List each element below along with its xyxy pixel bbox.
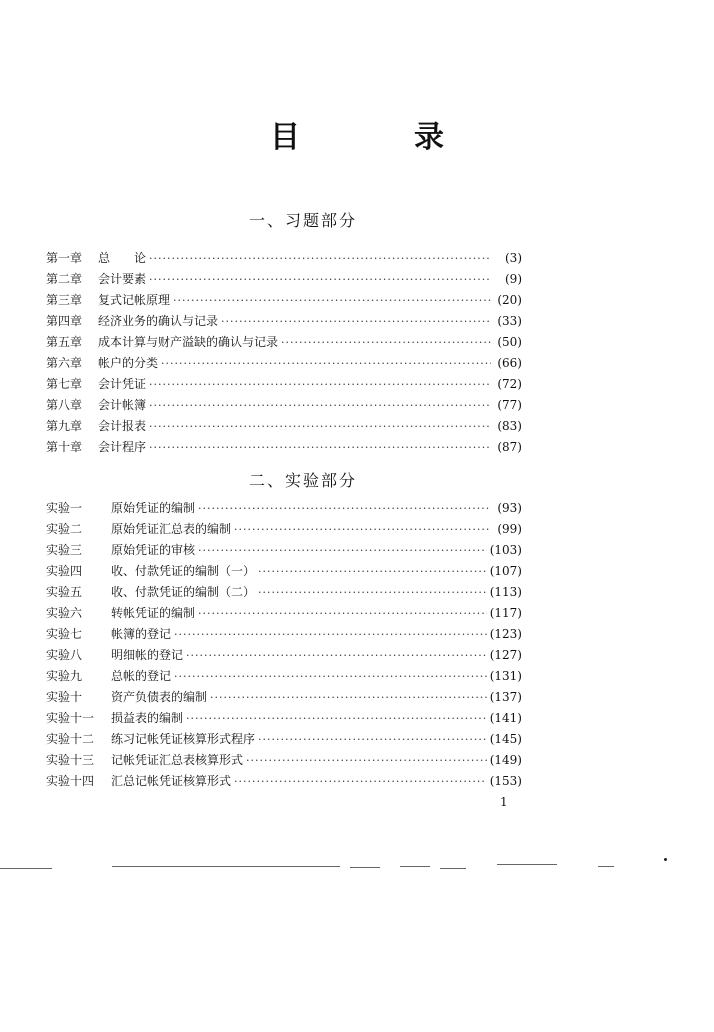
- toc-entry[interactable]: [46, 499, 522, 520]
- toc-entry-title: 复式记帐原理: [98, 293, 171, 307]
- toc-entry-number: 实验七: [46, 627, 83, 641]
- section-heading-exercises: 一、习题部分: [248, 211, 357, 230]
- toc-entry[interactable]: [46, 249, 522, 270]
- scan-line: [440, 868, 466, 869]
- toc-entry-title: 明细帐的登记: [111, 648, 184, 662]
- toc-entry-title: 资产负债表的编制: [111, 690, 208, 704]
- toc-entry[interactable]: [46, 583, 522, 604]
- toc-entry[interactable]: [46, 333, 522, 354]
- dot-leader: [161, 357, 491, 370]
- dot-leader: [198, 607, 487, 620]
- toc-entry-title: 原始凭证的编制: [111, 501, 196, 515]
- dot-leader: [281, 336, 491, 349]
- toc-entry-page: (117): [489, 606, 522, 620]
- toc-entry-number: 第五章: [46, 335, 83, 349]
- dot-leader: [149, 273, 491, 286]
- toc-entry[interactable]: [46, 667, 522, 688]
- toc-entry-page: (99): [497, 522, 522, 536]
- toc-entry-number: 第三章: [46, 293, 83, 307]
- toc-entry-title: 收、付款凭证的编制（一）: [111, 564, 256, 578]
- toc-entry[interactable]: [46, 396, 522, 417]
- dot-leader: [234, 523, 491, 536]
- toc-entry-number: 实验九: [46, 669, 83, 683]
- dot-leader: [186, 712, 487, 725]
- dot-leader: [198, 502, 491, 515]
- dot-leader: [234, 775, 487, 788]
- toc-entry[interactable]: [46, 688, 522, 709]
- toc-entry-number: 第九章: [46, 419, 83, 433]
- toc-entry-title: 原始凭证汇总表的编制: [111, 522, 232, 536]
- toc-entry-number: 第四章: [46, 314, 83, 328]
- toc-entry[interactable]: [46, 709, 522, 730]
- toc-entry[interactable]: [46, 375, 522, 396]
- toc-entry-page: (149): [489, 753, 522, 767]
- toc-entry-page: (87): [497, 440, 522, 454]
- toc-entry-number: 实验五: [46, 585, 83, 599]
- toc-entry-page: (145): [489, 732, 522, 746]
- toc-list-exercises: [46, 249, 522, 459]
- toc-entry-title: 成本计算与财产溢缺的确认与记录: [98, 335, 279, 349]
- dot-leader: [198, 544, 487, 557]
- toc-entry-title: 收、付款凭证的编制（二）: [111, 585, 256, 599]
- toc-entry-number: 实验十二: [46, 732, 95, 746]
- dot-leader: [149, 399, 491, 412]
- toc-entry-title: 转帐凭证的编制: [111, 606, 196, 620]
- toc-entry-number: 实验十四: [46, 774, 95, 788]
- toc-entry-title: 总帐的登记: [111, 669, 172, 683]
- toc-entry-page: (77): [497, 398, 522, 412]
- toc-entry[interactable]: [46, 646, 522, 667]
- scan-dot: [664, 858, 667, 861]
- toc-entry-number: 第七章: [46, 377, 83, 391]
- toc-entry-number: 实验一: [46, 501, 83, 515]
- toc-entry[interactable]: [46, 291, 522, 312]
- toc-entry-number: 第二章: [46, 272, 83, 286]
- toc-entry-number: 实验十一: [46, 711, 95, 725]
- dot-leader: [221, 315, 491, 328]
- toc-entry-title: 汇总记帐凭证核算形式: [111, 774, 232, 788]
- toc-entry[interactable]: [46, 730, 522, 751]
- toc-entry-number: 实验十: [46, 690, 83, 704]
- toc-entry[interactable]: [46, 541, 522, 562]
- toc-entry[interactable]: [46, 751, 522, 772]
- toc-entry-page: (103): [489, 543, 522, 557]
- page-title: 目 录: [270, 120, 486, 155]
- scan-line: [112, 866, 340, 867]
- toc-entry-page: (141): [489, 711, 522, 725]
- toc-entry-page: (93): [497, 501, 522, 515]
- toc-entry-title: 总 论: [98, 251, 147, 265]
- dot-leader: [246, 754, 487, 767]
- toc-entry-page: (9): [505, 272, 522, 286]
- toc-entry-title: 损益表的编制: [111, 711, 184, 725]
- toc-entry[interactable]: [46, 772, 522, 793]
- toc-entry[interactable]: [46, 625, 522, 646]
- toc-entry-title: 会计程序: [98, 440, 147, 454]
- toc-entry[interactable]: [46, 562, 522, 583]
- dot-leader: [186, 649, 487, 662]
- dot-leader: [258, 565, 487, 578]
- toc-entry[interactable]: [46, 438, 522, 459]
- toc-entry-page: (3): [505, 251, 522, 265]
- dot-leader: [173, 294, 491, 307]
- toc-entry-page: (66): [497, 356, 522, 370]
- toc-entry-page: (127): [489, 648, 522, 662]
- toc-entry-page: (107): [489, 564, 522, 578]
- section-heading-experiments: 二、实验部分: [248, 471, 357, 490]
- toc-entry-number: 实验十三: [46, 753, 95, 767]
- toc-entry-number: 实验三: [46, 543, 83, 557]
- toc-entry[interactable]: [46, 417, 522, 438]
- toc-entry-title: 会计凭证: [98, 377, 147, 391]
- toc-entry-number: 第一章: [46, 251, 83, 265]
- toc-entry-title: 经济业务的确认与记录: [98, 314, 219, 328]
- toc-entry-number: 实验二: [46, 522, 83, 536]
- scan-line: [497, 864, 557, 865]
- dot-leader: [174, 628, 487, 641]
- toc-entry-number: 第六章: [46, 356, 83, 370]
- toc-entry-title: 会计报表: [98, 419, 147, 433]
- toc-entry-page: (153): [489, 774, 522, 788]
- toc-entry-page: (20): [497, 293, 522, 307]
- dot-leader: [210, 691, 487, 704]
- toc-entry-number: 第八章: [46, 398, 83, 412]
- toc-entry-page: (123): [489, 627, 522, 641]
- toc-entry-title: 原始凭证的审核: [111, 543, 196, 557]
- toc-entry-title: 帐簿的登记: [111, 627, 172, 641]
- toc-entry-title: 帐户的分类: [98, 356, 159, 370]
- toc-entry-page: (131): [489, 669, 522, 683]
- toc-entry-page: (83): [497, 419, 522, 433]
- toc-entry-page: (113): [489, 585, 522, 599]
- dot-leader: [258, 733, 487, 746]
- scan-line: [598, 866, 614, 867]
- toc-entry-page: (72): [497, 377, 522, 391]
- page-number: 1: [500, 795, 508, 809]
- toc-entry[interactable]: [46, 520, 522, 541]
- toc-entry-number: 实验四: [46, 564, 83, 578]
- dot-leader: [149, 441, 491, 454]
- toc-entry-page: (33): [497, 314, 522, 328]
- toc-entry-page: (137): [489, 690, 522, 704]
- toc-list-experiments: [46, 499, 522, 793]
- scan-line: [350, 867, 380, 868]
- dot-leader: [149, 252, 491, 265]
- toc-entry[interactable]: [46, 354, 522, 375]
- toc-entry-title: 会计帐簿: [98, 398, 147, 412]
- dot-leader: [149, 378, 491, 391]
- toc-entry-number: 实验六: [46, 606, 83, 620]
- toc-entry-title: 练习记帐凭证核算形式程序: [111, 732, 256, 746]
- toc-entry-title: 会计要素: [98, 272, 147, 286]
- toc-entry[interactable]: [46, 270, 522, 291]
- toc-entry-page: (50): [497, 335, 522, 349]
- toc-entry-number: 第十章: [46, 440, 83, 454]
- dot-leader: [149, 420, 491, 433]
- toc-entry[interactable]: [46, 312, 522, 333]
- toc-entry-number: 实验八: [46, 648, 83, 662]
- toc-entry-title: 记帐凭证汇总表核算形式: [111, 753, 244, 767]
- toc-entry[interactable]: [46, 604, 522, 625]
- scan-line: [0, 868, 52, 869]
- scan-line: [400, 866, 430, 867]
- dot-leader: [258, 586, 487, 599]
- dot-leader: [174, 670, 487, 683]
